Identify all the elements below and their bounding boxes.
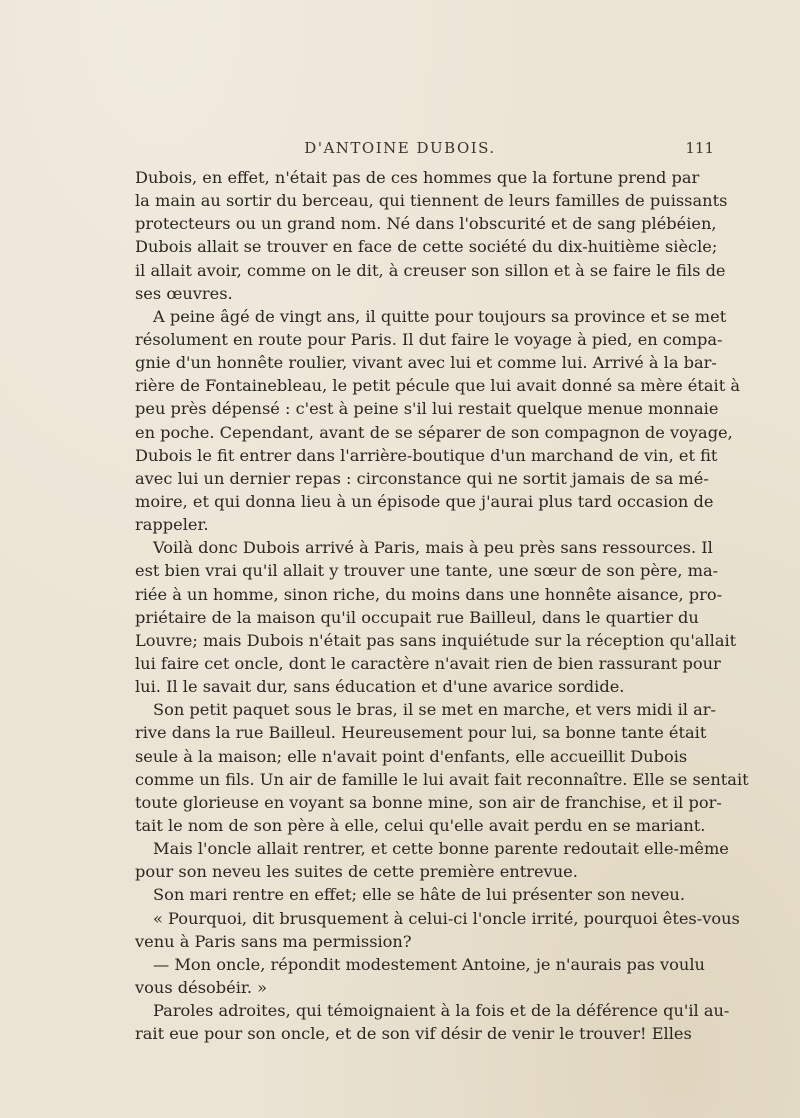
- text-line: rière de Fontainebleau, le petit pécule que lui avait donné sa mère était à: [135, 376, 741, 396]
- text-line: toute glorieuse en voyant sa bonne mine, son air de franchise, et il por-: [135, 792, 722, 812]
- text-line: riée à un homme, sinon riche, du moins dans une honnête aisance, pro-: [135, 584, 723, 604]
- text-line: Son petit paquet sous le bras, il se met en marche, et vers midi il ar-: [153, 700, 716, 720]
- text-line: — Mon oncle, répondit modestement Antoine, je n'aurais pas voulu: [153, 954, 705, 974]
- text-line: pour son neveu les suites de cette première entrevue.: [135, 862, 578, 882]
- text-line: venu à Paris sans ma permission?: [135, 931, 412, 951]
- text-line: lui faire cet oncle, dont le caractère n'avait rien de bien rassurant pour: [135, 653, 721, 673]
- text-line: il allait avoir, comme on le dit, à creuser son sillon et à se faire le fils de: [135, 260, 726, 280]
- text-line: comme un fils. Un air de famille le lui avait fait reconnaître. Elle se sentait: [135, 769, 749, 789]
- text-line: Dubois, en effet, n'était pas de ces hommes que la fortune prend par: [135, 168, 700, 187]
- text-line: protecteurs ou un grand nom. Né dans l'obscurité et de sang plébéien,: [135, 214, 717, 234]
- text-line: avec lui un dernier repas : circonstance qui ne sortit jamais de sa mé-: [135, 468, 709, 488]
- text-line: en poche. Cependant, avant de se séparer de son compagnon de voyage,: [135, 422, 733, 442]
- text-line: « Pourquoi, dit brusquement à celui-ci l'oncle irrité, pourquoi êtes-vous: [153, 908, 740, 928]
- text-line: A peine âgé de vingt ans, il quitte pour toujours sa province et se met: [153, 306, 727, 326]
- text-line: est bien vrai qu'il allait y trouver une tante, une sœur de son père, ma-: [135, 561, 719, 581]
- text-line: Dubois le fit entrer dans l'arrière-boutique d'un marchand de vin, et fit: [135, 445, 718, 465]
- text-line: Louvre; mais Dubois n'était pas sans inquiétude sur la réception qu'allait: [135, 630, 737, 650]
- text-line: rappeler.: [135, 515, 209, 535]
- text-line: la main au sortir du berceau, qui tiennent de leurs familles de puissants: [135, 191, 728, 211]
- text-line: rait eue pour son oncle, et de son vif désir de venir le trouver! Elles: [135, 1024, 692, 1044]
- text-line: rive dans la rue Bailleul. Heureusement pour lui, sa bonne tante était: [135, 723, 707, 743]
- text-line: Son mari rentre en effet; elle se hâte de lui présenter son neveu.: [153, 885, 685, 905]
- body-text: [135, 166, 749, 1045]
- text-line: ses œuvres.: [135, 283, 233, 303]
- text-line: seule à la maison; elle n'avait point d'enfants, elle accueillit Dubois: [135, 746, 688, 766]
- text-line: priétaire de la maison qu'il occupait rue Bailleul, dans le quartier du: [135, 607, 699, 627]
- text-line: résolument en route pour Paris. Il dut faire le voyage à pied, en compa-: [135, 329, 723, 349]
- running-title: D'ANTOINE DUBOIS.: [304, 139, 496, 157]
- text-line: vous désobéir. »: [135, 977, 268, 997]
- text-line: peu près dépensé : c'est à peine s'il lui restait quelque menue monnaie: [135, 399, 719, 419]
- text-line: Dubois allait se trouver en face de cette société du dix-huitième siècle;: [135, 237, 718, 257]
- text-line: gnie d'un honnête roulier, vivant avec lui et comme lui. Arrivé à la bar-: [135, 353, 717, 373]
- text-line: lui. Il le savait dur, sans éducation et d'une avarice sordide.: [135, 677, 625, 697]
- page-header: [0, 139, 800, 163]
- text-line: Mais l'oncle allait rentrer, et cette bonne parente redoutait elle-même: [153, 839, 729, 859]
- text-line: moire, et qui donna lieu à un épisode que j'aurai plus tard occasion de: [135, 491, 714, 511]
- text-line: Paroles adroites, qui témoignaient à la fois et de la déférence qu'il au-: [153, 1001, 730, 1021]
- page-number: 111: [685, 139, 714, 157]
- text-line: tait le nom de son père à elle, celui qu'elle avait perdu en se mariant.: [135, 815, 706, 835]
- text-line: Voilà donc Dubois arrivé à Paris, mais à peu près sans ressources. Il: [153, 538, 713, 558]
